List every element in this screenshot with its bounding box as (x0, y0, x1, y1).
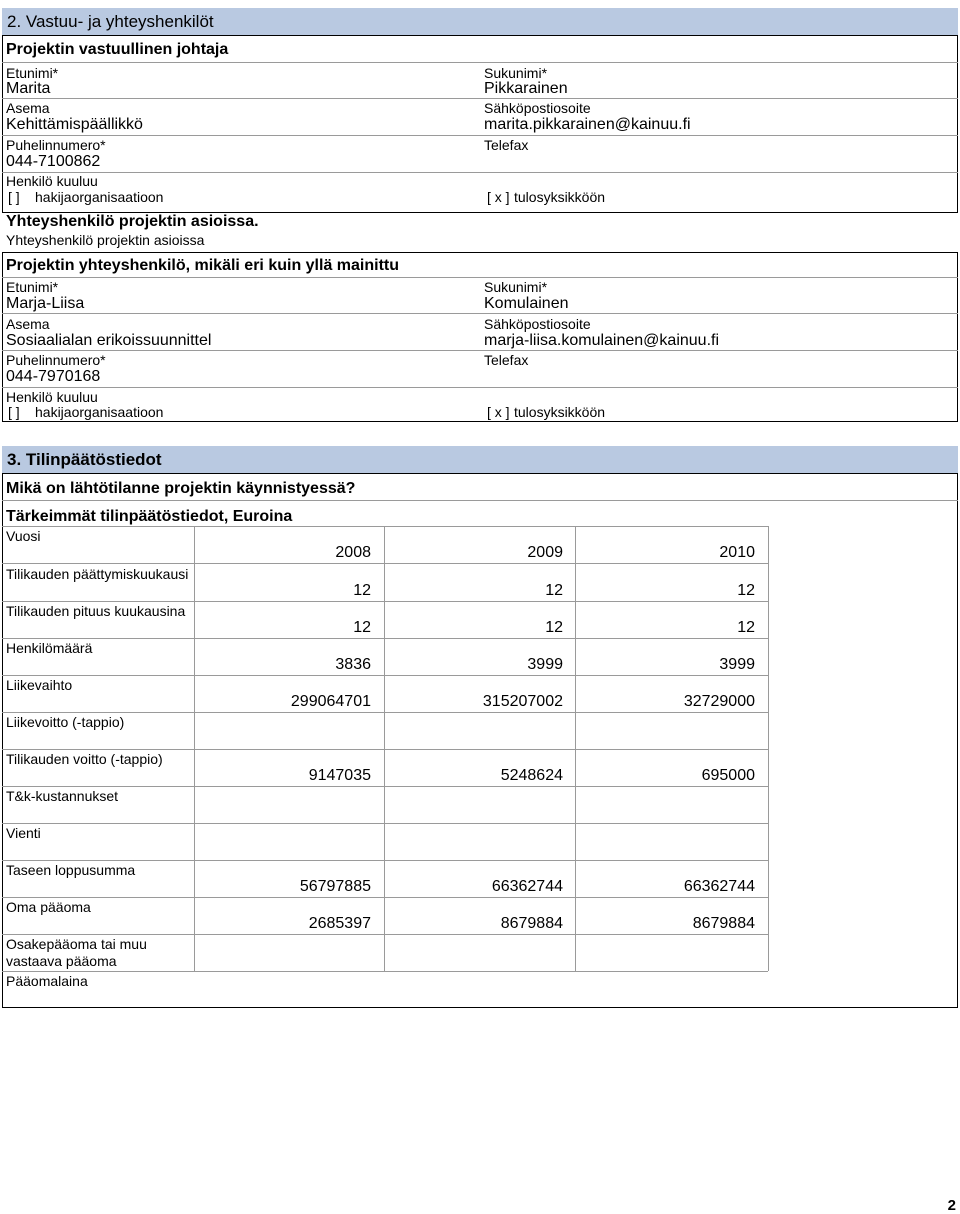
contact-first-name-label: Etunimi* (6, 279, 59, 295)
section-3-header (2, 446, 958, 473)
financials-table-title: Tärkeimmät tilinpäätöstiedot, Euroina (6, 508, 293, 525)
contact-last-name: Komulainen (484, 295, 569, 312)
leader-phone-label: Puhelinnumero* (6, 137, 106, 153)
table-row-label: T&k-kustannukset (6, 788, 119, 804)
leader-last-name-label: Sukunimi* (484, 65, 548, 81)
table-row-label: Tilikauden päättymiskuukausi (6, 566, 189, 582)
leader-option-unit-label: tulosyksikköön (514, 189, 606, 205)
table-row-label: Vuosi (6, 528, 41, 544)
contact-belongs-label: Henkilö kuuluu (6, 389, 98, 405)
leader-first-name: Marita (6, 80, 51, 97)
contact-option-org-label: hakijaorganisaatioon (35, 404, 164, 420)
contact-position-label: Asema (6, 316, 50, 332)
table-cell: 12 (737, 619, 755, 636)
leader-last-name: Pikkarainen (484, 80, 568, 97)
contact-subheading: Yhteyshenkilö projektin asioissa (6, 232, 205, 248)
table-cell: 56797885 (299, 878, 371, 895)
table-row-label: Pääomalaina (6, 973, 88, 989)
page-number: 2 (947, 1197, 956, 1214)
contact-fax-label: Telefax (484, 352, 529, 368)
table-row-label: Henkilömäärä (6, 640, 93, 656)
table-cell: 3836 (335, 656, 371, 673)
table-cell: 9147035 (308, 767, 371, 784)
contact-phone-label: Puhelinnumero* (6, 352, 106, 368)
table-cell: 12 (353, 582, 371, 599)
leader-title: Projektin vastuullinen johtaja (6, 41, 229, 58)
section-2-header (2, 8, 958, 35)
table-cell: 315207002 (482, 693, 563, 710)
table-cell: 299064701 (290, 693, 371, 710)
leader-option-unit-checkbox[interactable]: [ x ] (487, 189, 510, 205)
contact-title: Projektin yhteyshenkilö, mikäli eri kuin yllä mainittu (6, 257, 400, 274)
leader-phone: 044-7100862 (6, 153, 101, 170)
contact-heading: Yhteyshenkilö projektin asioissa. (6, 213, 259, 230)
table-row-label: Oma pääoma (6, 899, 91, 915)
table-cell: 3999 (527, 656, 563, 673)
contact-option-unit-checkbox[interactable]: [ x ] (487, 404, 510, 420)
table-row-label: Osakepääoma tai muu vastaava pääoma (6, 936, 147, 969)
table-cell: 32729000 (683, 693, 755, 710)
leader-position: Kehittämispäällikkö (6, 116, 143, 133)
leader-email: marita.pikkarainen@kainuu.fi (484, 116, 691, 133)
contact-email: marja-liisa.komulainen@kainuu.fi (484, 332, 720, 349)
table-cell: 12 (353, 619, 371, 636)
table-row-label: Tilikauden pituus kuukausina (6, 603, 186, 619)
leader-option-org-label: hakijaorganisaatioon (35, 189, 164, 205)
contact-option-org-checkbox[interactable]: [ ] (8, 404, 20, 420)
leader-fax-label: Telefax (484, 137, 529, 153)
table-cell: 2008 (335, 544, 371, 561)
table-cell: 2010 (719, 544, 755, 561)
table-cell: 2685397 (308, 915, 371, 932)
contact-first-name: Marja-Liisa (6, 295, 85, 312)
table-row-label: Liikevoitto (-tappio) (6, 714, 125, 730)
leader-first-name-label: Etunimi* (6, 65, 59, 81)
contact-phone: 044-7970168 (6, 368, 101, 385)
contact-option-unit-label: tulosyksikköön (514, 404, 606, 420)
leader-position-label: Asema (6, 100, 50, 116)
table-row-label: Liikevaihto (6, 677, 73, 693)
table-cell: 5248624 (500, 767, 563, 784)
table-cell: 3999 (719, 656, 755, 673)
table-cell: 8679884 (692, 915, 755, 932)
financials-question: Mikä on lähtötilanne projektin käynnistyessä? (6, 480, 356, 497)
table-cell: 12 (737, 582, 755, 599)
table-cell: 695000 (701, 767, 755, 784)
table-row-label: Taseen loppusumma (6, 862, 136, 878)
contact-last-name-label: Sukunimi* (484, 279, 548, 295)
contact-email-label: Sähköpostiosoite (484, 316, 591, 332)
table-row-label: Vienti (6, 825, 41, 841)
table-cell: 2009 (527, 544, 563, 561)
leader-option-org-checkbox[interactable]: [ ] (8, 189, 20, 205)
table-cell: 66362744 (491, 878, 563, 895)
table-cell: 12 (545, 582, 563, 599)
table-cell: 12 (545, 619, 563, 636)
table-cell: 66362744 (683, 878, 755, 895)
table-cell: 8679884 (500, 915, 563, 932)
section-3-title: 3. Tilinpäätöstiedot (7, 450, 162, 469)
table-row-label: Tilikauden voitto (-tappio) (6, 751, 163, 767)
contact-position: Sosiaalialan erikoissuunnittel (6, 332, 212, 349)
leader-email-label: Sähköpostiosoite (484, 100, 591, 116)
leader-belongs-label: Henkilö kuuluu (6, 173, 98, 189)
section-2-title: 2. Vastuu- ja yhteyshenkilöt (7, 12, 214, 31)
